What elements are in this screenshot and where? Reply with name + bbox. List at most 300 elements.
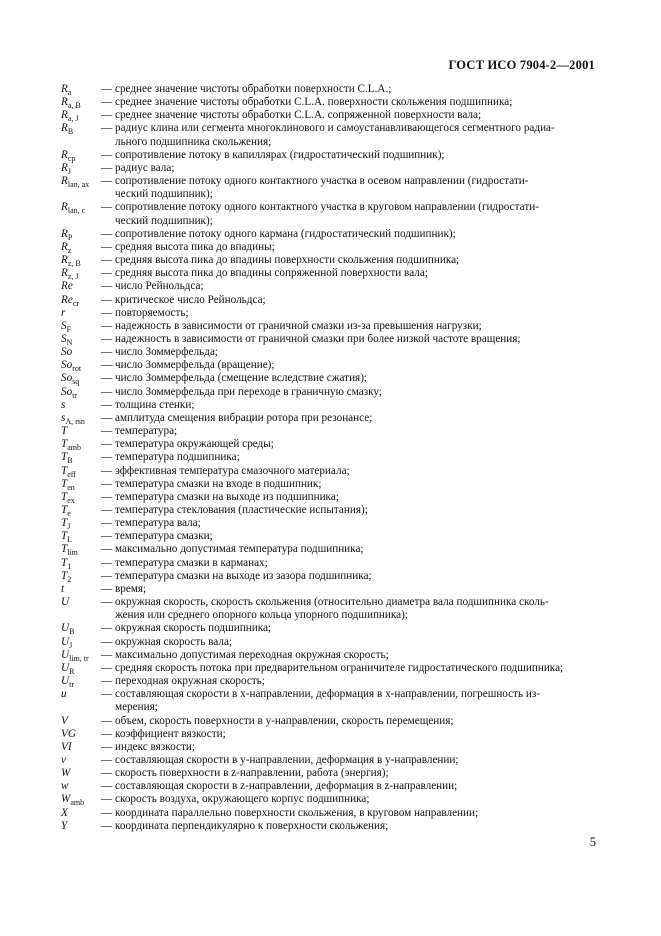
document-header: ГОСТ ИСО 7904-2—2001 <box>448 58 595 72</box>
symbol-base: T <box>61 425 68 438</box>
symbol-description <box>101 438 601 451</box>
symbol-base: v <box>61 753 66 766</box>
description-text: — температура стеклования (пластические испытания); <box>101 504 368 516</box>
symbol-base: VI <box>61 740 72 753</box>
symbol-base: R <box>61 175 68 188</box>
symbol-base: V <box>61 714 68 727</box>
symbol <box>61 333 101 346</box>
symbol-base: r <box>61 306 66 319</box>
symbol-description <box>101 83 601 96</box>
symbol-base: U <box>61 596 70 609</box>
symbol-base: s <box>61 411 66 424</box>
symbol-base: s <box>61 398 66 411</box>
symbol-base: R <box>61 267 68 280</box>
symbol-entry <box>61 425 601 438</box>
symbol <box>61 530 101 543</box>
symbol <box>61 728 101 741</box>
symbol-description <box>101 294 601 307</box>
symbol-entry <box>61 109 601 122</box>
symbol-entry <box>61 438 601 451</box>
symbol-base: S <box>61 332 67 345</box>
symbol <box>61 399 101 412</box>
symbol <box>61 662 101 675</box>
symbol-entry <box>61 412 601 425</box>
symbol-description <box>101 504 601 517</box>
symbol <box>61 307 101 320</box>
symbol <box>61 675 101 688</box>
symbol-subscript: eff <box>67 469 76 479</box>
description-text: — средняя высота пика до впадины сопряженной поверхности вала; <box>101 267 428 280</box>
symbol-subscript: R <box>69 667 75 677</box>
symbol-subscript: cr <box>72 298 80 308</box>
symbol <box>61 491 101 504</box>
symbols-list <box>61 83 601 833</box>
symbol-description <box>101 780 601 793</box>
symbol <box>61 228 101 241</box>
symbol <box>61 425 101 438</box>
symbol-subscript: lan, ax <box>67 180 90 190</box>
symbol-subscript: z <box>67 246 72 256</box>
symbol-description <box>101 346 601 359</box>
description-text: — составляющая скорости в z-направлении, деформация в z-направлении; <box>101 780 458 793</box>
description-text: — среднее значение чистоты обработки C.L.A. сопряженной поверхности вала; <box>101 109 482 122</box>
description-text: — критическое число Рейнольдса; <box>101 293 266 306</box>
symbol-description <box>101 570 601 583</box>
symbol-entry <box>61 754 601 767</box>
symbol-entry <box>61 346 601 359</box>
symbol <box>61 557 101 570</box>
symbol <box>61 478 101 491</box>
description-text: — сопротивление потоку одного контактного участка в осевом направлении (гидростати- <box>101 175 529 188</box>
symbol-description <box>101 491 601 504</box>
description-text: — максимально допустимая температура подшипника; <box>101 543 364 556</box>
symbol <box>61 622 101 635</box>
symbol-description <box>101 201 601 227</box>
symbol <box>61 767 101 780</box>
symbol-base: T <box>61 464 68 477</box>
symbol-entry <box>61 175 601 201</box>
description-text: — температура смазки на выходе из подшипника; <box>101 490 339 503</box>
symbol-entry <box>61 307 601 320</box>
symbol-entry <box>61 451 601 464</box>
symbol-description <box>101 451 601 464</box>
description-text: — эффективная температура смазочного материала; <box>101 464 350 477</box>
symbol-base: W <box>61 767 71 780</box>
symbol <box>61 346 101 359</box>
description-text: — индекс вязкости; <box>101 740 195 753</box>
symbol-description <box>101 372 601 385</box>
symbol-description <box>101 399 601 412</box>
symbol-entry <box>61 83 601 96</box>
symbol-base: T <box>61 438 68 451</box>
symbol-description <box>101 741 601 754</box>
symbol <box>61 267 101 280</box>
symbol-base: R <box>61 201 68 214</box>
description-text: — средняя высота пика до впадины поверхности скольжения подшипника; <box>101 254 460 267</box>
symbol-description <box>101 622 601 635</box>
symbol-entry <box>61 149 601 162</box>
symbol-entry <box>61 780 601 793</box>
symbol-entry <box>61 543 601 556</box>
symbol-description <box>101 807 601 820</box>
symbol-base: T <box>61 477 68 490</box>
symbol-subscript: J <box>67 167 71 177</box>
symbol-base: So <box>61 346 73 359</box>
symbol <box>61 596 101 622</box>
symbol-base: X <box>61 806 68 819</box>
description-continuation: жения или среднего опорного кольца упорного подшипника); <box>115 609 408 622</box>
symbol-subscript: lim, tr <box>69 653 89 663</box>
symbol-entry <box>61 241 601 254</box>
symbol-subscript: amb <box>67 443 82 453</box>
symbol-entry <box>61 517 601 530</box>
symbol-description <box>101 320 601 333</box>
symbol-base: t <box>61 582 65 595</box>
symbol-description <box>101 175 601 201</box>
description-text: — средняя высота пика до впадины; <box>101 240 275 253</box>
symbol-entry <box>61 767 601 780</box>
symbol-entry <box>61 372 601 385</box>
symbol-description <box>101 649 601 662</box>
symbol-base: U <box>61 661 70 674</box>
symbol-description <box>101 754 601 767</box>
symbol-description <box>101 688 601 714</box>
description-text: — координата параллельно поверхности скольжения, в круговом направлении; <box>101 806 479 819</box>
symbol-entry <box>61 649 601 662</box>
symbol-base: W <box>61 793 71 806</box>
symbol <box>61 83 101 96</box>
description-text: — средняя скорость потока при предварительном ограничителе гидростатического подшипника; <box>101 661 564 674</box>
symbol-subscript: en <box>67 482 75 492</box>
symbol-description <box>101 254 601 267</box>
description-text: — температура смазки в карманах; <box>101 556 268 569</box>
description-text: — скорость воздуха, окружающего корпус подшипника; <box>101 793 370 806</box>
symbol-subscript: J <box>69 640 73 650</box>
symbol-description <box>101 465 601 478</box>
symbol-subscript: lan, c <box>67 206 86 216</box>
description-text: — объем, скорость поверхности в y-направлении, скорость перемещения; <box>101 714 454 727</box>
symbol-base: R <box>61 254 68 267</box>
symbol-entry <box>61 807 601 820</box>
symbol <box>61 715 101 728</box>
symbol <box>61 149 101 162</box>
description-text: — число Зоммерфельда; <box>101 346 218 359</box>
symbol-base: VG <box>61 727 76 740</box>
symbol-entry <box>61 662 601 675</box>
symbol-description <box>101 583 601 596</box>
symbol-entry <box>61 636 601 649</box>
symbol-description <box>101 543 601 556</box>
symbol-base: T <box>61 543 68 556</box>
description-text: — сопротивление потоку в капиллярах (гидростатический подшипник); <box>101 148 445 161</box>
symbol-entry <box>61 530 601 543</box>
symbol-entry <box>61 333 601 346</box>
symbol-subscript: ex <box>67 496 75 506</box>
symbol-base: U <box>61 675 70 688</box>
description-text: — переходная окружная скорость; <box>101 675 265 688</box>
symbol-subscript: B <box>69 627 75 637</box>
symbol-description <box>101 162 601 175</box>
symbol-subscript: amb <box>70 798 85 808</box>
symbol <box>61 122 101 148</box>
symbol-base: R <box>61 83 68 95</box>
symbol-description <box>101 675 601 688</box>
symbol-entry <box>61 570 601 583</box>
symbol <box>61 386 101 399</box>
symbol-entry <box>61 122 601 148</box>
symbol-base: T <box>61 504 68 516</box>
symbol-base: So <box>61 385 73 398</box>
symbol-description <box>101 715 601 728</box>
symbol-entry <box>61 280 601 293</box>
symbol-base: R <box>61 161 68 174</box>
symbol-subscript: a <box>67 88 72 98</box>
symbol-base: U <box>61 648 70 661</box>
symbol <box>61 465 101 478</box>
symbol-base: R <box>61 122 68 135</box>
description-text: — число Зоммерфельда (смещение вследствие сжатия); <box>101 372 368 385</box>
symbol-entry <box>61 96 601 109</box>
symbol <box>61 741 101 754</box>
symbol <box>61 438 101 451</box>
symbol-description <box>101 149 601 162</box>
description-continuation: мерения; <box>115 701 158 714</box>
description-text: — коэффициент вязкости; <box>101 727 226 740</box>
description-text: — составляющая скорости в x-направлении, деформация в x-направлении, погрешность из- <box>101 688 541 701</box>
description-continuation: льного подшипника скольжения; <box>115 135 272 148</box>
symbol-subscript: tr <box>69 680 74 690</box>
symbol <box>61 241 101 254</box>
symbol-base: U <box>61 635 70 648</box>
symbol-base: So <box>61 372 73 385</box>
symbol-subscript: a, B <box>67 101 81 111</box>
symbol-base: U <box>61 622 70 635</box>
symbol <box>61 793 101 806</box>
symbol-description <box>101 530 601 543</box>
symbol-base: T <box>61 569 68 582</box>
symbol <box>61 412 101 425</box>
symbol-subscript: lim <box>67 548 78 558</box>
symbol-base: T <box>61 517 68 530</box>
symbol <box>61 583 101 596</box>
description-text: — скорость поверхности в z-направлении, работа (энергия); <box>101 767 389 780</box>
symbol-subscript: J <box>67 522 71 532</box>
symbol-subscript: cp <box>67 154 76 164</box>
symbol-description <box>101 280 601 293</box>
symbol <box>61 254 101 267</box>
symbol-description <box>101 478 601 491</box>
description-text: — окружная скорость вала; <box>101 635 233 648</box>
symbol-entry <box>61 162 601 175</box>
symbol-entry <box>61 675 601 688</box>
description-text: — максимально допустимая переходная окружная скорость; <box>101 648 389 661</box>
symbol-base: Y <box>61 819 68 832</box>
symbol-description <box>101 412 601 425</box>
description-text: — радиус клина или сегмента многоклинового и самоустанавливающегося сегментного радиа- <box>101 122 555 135</box>
symbol-base: So <box>61 359 73 372</box>
symbol <box>61 96 101 109</box>
symbol-entry <box>61 399 601 412</box>
symbol-description <box>101 96 601 109</box>
symbol <box>61 649 101 662</box>
symbol-base: R <box>61 227 68 240</box>
description-text: — число Рейнольдса; <box>101 280 204 293</box>
description-text: — температура смазки; <box>101 530 213 543</box>
symbol <box>61 280 101 293</box>
symbol-base: Re <box>61 280 73 293</box>
symbol-description <box>101 767 601 780</box>
symbol <box>61 109 101 122</box>
symbol-base: T <box>61 451 68 464</box>
description-text: — число Зоммерфельда (вращение); <box>101 359 275 372</box>
symbol-description <box>101 636 601 649</box>
symbol-entry <box>61 741 601 754</box>
symbol <box>61 294 101 307</box>
description-text: — число Зоммерфельда при переходе в граничную смазку; <box>101 385 382 398</box>
symbol-description <box>101 557 601 570</box>
description-text: — сопротивление потоку одного кармана (гидростатический подшипник); <box>101 227 456 240</box>
description-text: — амплитуда смещения вибрации ротора при резонансе; <box>101 411 373 424</box>
symbol <box>61 820 101 833</box>
symbol-description <box>101 425 601 438</box>
description-text: — толщина стенки; <box>101 398 195 411</box>
symbol-description <box>101 517 601 530</box>
symbol <box>61 201 101 227</box>
symbol-entry <box>61 359 601 372</box>
symbol-base: T <box>61 530 68 543</box>
symbol-subscript: L <box>67 535 73 545</box>
symbol-base: T <box>61 556 68 569</box>
symbol-entry <box>61 820 601 833</box>
symbol-base: R <box>61 148 68 161</box>
symbol-subscript: A, rsn <box>65 417 85 427</box>
description-text: — надежность в зависимости от граничной смазки при более низкой частоте вращения; <box>101 332 521 345</box>
symbol-description <box>101 728 601 741</box>
page-number: 5 <box>589 835 596 849</box>
symbol-entry <box>61 728 601 741</box>
symbol-subscript: z, B <box>67 259 81 269</box>
symbol-entry <box>61 688 601 714</box>
symbol <box>61 754 101 767</box>
symbol-description <box>101 228 601 241</box>
description-continuation: ческий подшипник); <box>115 214 213 227</box>
symbol-subscript: z, J <box>67 272 79 282</box>
symbol-description <box>101 820 601 833</box>
symbol-entry <box>61 557 601 570</box>
symbol-entry <box>61 596 601 622</box>
symbol-entry <box>61 465 601 478</box>
symbol-subscript: e <box>67 509 71 519</box>
symbol-subscript: rot <box>72 364 82 374</box>
symbol <box>61 636 101 649</box>
symbol-entry <box>61 622 601 635</box>
description-text: — повторяемость; <box>101 306 189 319</box>
symbol-subscript: F <box>66 325 72 335</box>
description-text: — температура вала; <box>101 517 201 530</box>
description-text: — окружная скорость, скорость скольжения (относительно диаметра вала подшипника сколь- <box>101 596 549 609</box>
symbol-base: w <box>61 780 69 793</box>
symbol <box>61 359 101 372</box>
symbol-description <box>101 596 601 622</box>
symbol-description <box>101 122 601 148</box>
description-text: — составляющая скорости в y-направлении, деформация в y-направлении; <box>101 753 459 766</box>
symbol-subscript: sq <box>72 377 80 387</box>
symbol <box>61 570 101 583</box>
symbol-subscript: N <box>66 338 73 348</box>
description-text: — температура смазки на входе в подшипник; <box>101 477 322 490</box>
symbol-entry <box>61 320 601 333</box>
symbol-description <box>101 386 601 399</box>
symbol-entry <box>61 583 601 596</box>
symbol-description <box>101 307 601 320</box>
description-continuation: ческий подшипник); <box>115 188 213 201</box>
symbol-subscript: B <box>67 456 73 466</box>
symbol-subscript: a, J <box>67 114 79 124</box>
symbol-base: R <box>61 109 68 122</box>
description-text: — среднее значение чистоты обработки поверхности C.L.A.; <box>101 83 392 95</box>
symbol-description <box>101 267 601 280</box>
symbol-description <box>101 662 601 675</box>
description-text: — радиус вала; <box>101 161 175 174</box>
description-text: — координата перпендикулярно к поверхности скольжения; <box>101 819 389 832</box>
symbol-subscript: P <box>67 232 73 242</box>
symbol-base: S <box>61 319 67 332</box>
symbol-description <box>101 109 601 122</box>
symbol-base: R <box>61 240 68 253</box>
symbol-base: Re <box>61 293 73 306</box>
symbol <box>61 451 101 464</box>
symbol <box>61 162 101 175</box>
symbol-entry <box>61 386 601 399</box>
description-text: — среднее значение чистоты обработки C.L.A. поверхности скольжения подшипника; <box>101 96 513 109</box>
symbol-entry <box>61 793 601 806</box>
symbol-description <box>101 333 601 346</box>
symbol <box>61 517 101 530</box>
symbol-base: R <box>61 96 68 109</box>
description-text: — температура окружающей среды; <box>101 438 274 451</box>
description-text: — время; <box>101 582 147 595</box>
description-text: — температура смазки на выходе из зазора подшипника; <box>101 569 372 582</box>
symbol <box>61 688 101 714</box>
symbol <box>61 807 101 820</box>
symbol-entry <box>61 491 601 504</box>
symbol-subscript: tr <box>72 390 78 400</box>
symbol-base: T <box>61 490 68 503</box>
symbol <box>61 320 101 333</box>
description-text: — температура подшипника; <box>101 451 240 464</box>
symbol-description <box>101 241 601 254</box>
symbol-entry <box>61 228 601 241</box>
symbol-description <box>101 793 601 806</box>
symbol-entry <box>61 715 601 728</box>
description-text: — окружная скорость подшипника; <box>101 622 272 635</box>
symbol-base: u <box>61 688 67 701</box>
symbol-entry <box>61 478 601 491</box>
symbol-entry <box>61 254 601 267</box>
description-text: — надежность в зависимости от граничной смазки из-за превышения нагрузки; <box>101 319 482 332</box>
symbol <box>61 780 101 793</box>
symbol-subscript: B <box>67 127 74 137</box>
symbol-subscript: 1 <box>67 561 72 571</box>
description-text: — сопротивление потоку одного контактного участка в круговом направлении (гидростати- <box>101 201 539 214</box>
symbol <box>61 543 101 556</box>
symbol <box>61 372 101 385</box>
symbol <box>61 175 101 201</box>
symbol-entry <box>61 504 601 517</box>
description-text: — температура; <box>101 425 178 438</box>
symbol-entry <box>61 267 601 280</box>
symbol-entry <box>61 294 601 307</box>
